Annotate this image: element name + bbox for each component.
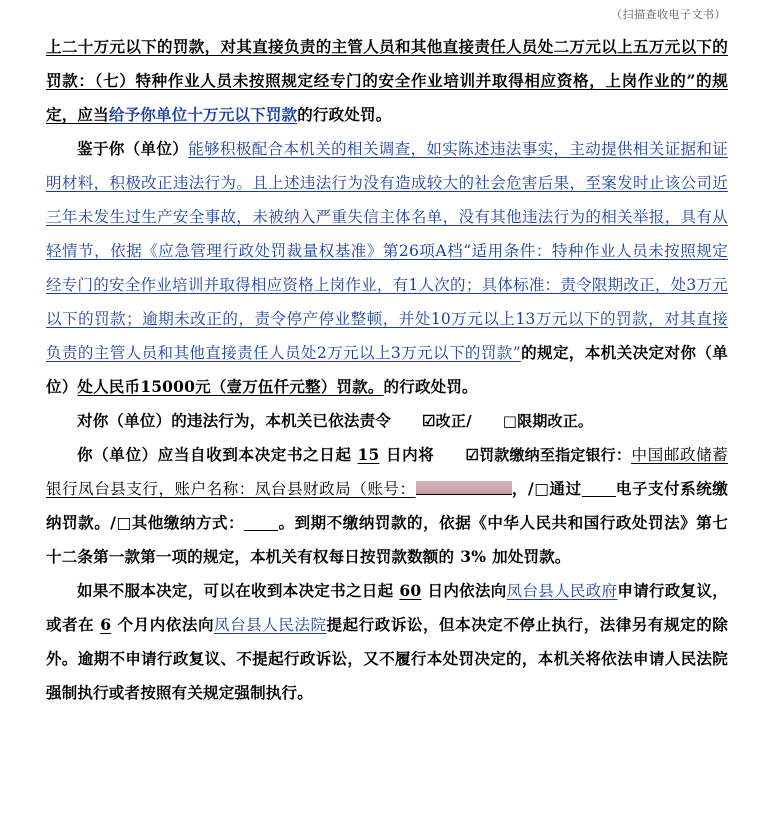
- paragraph-2-standard-detail: 第26项A档“适用条件：特种作业人员未按照规定经专门的安全作业培训并取得相应资格上岗作业，有1人次的；具体标准：责令限期改正，处3万元以下的罚款；逾期未改正的，责令停产停业整顿，并处10万元以上13万元以下的罚款，对其直接负责的主管人员和其他直接责任人员处2万元以上3万元以下的罚款”: [46, 242, 728, 362]
- paragraph-2-mitigation: 能够积极配合本机关的相关调查，如实陈述违法事实，主动提供相关证据和证明材料，积极改正违法行为。且上述违法行为没有造成较大的社会危害后果，至案发时止该公司近三年未发生过生产安全事故，未被纳入严重失信主体名单，没有其他违法行为的相关举报，具有从轻情节，依据: [46, 140, 728, 260]
- paragraph-5-t2: 日内依法向: [427, 581, 507, 600]
- paragraph-4: [46, 438, 728, 574]
- paragraph-4-t1: 你（单位）应当自收到本决定书之日起: [77, 445, 352, 464]
- paragraph-4-t6: 。到期不缴纳罚款的，依据《中华人民共和国行政处罚法》第七十二条第一款第一项的规定，本机关有权每日按罚款数额的: [46, 513, 728, 566]
- review-authority: 凤台县人民政府: [506, 582, 618, 600]
- checkbox-correct[interactable]: ☑改正/: [422, 412, 472, 430]
- paragraph-4-t5: 电子支付系统缴纳罚款。/□其他缴纳方式：: [46, 479, 729, 532]
- payment-days: 15: [357, 445, 380, 464]
- paragraph-1: [46, 30, 728, 132]
- litigation-months: 6: [100, 615, 112, 634]
- paragraph-2: [46, 132, 728, 404]
- paragraph-3: [46, 404, 728, 438]
- paragraph-4-t7: 加处罚款。: [492, 547, 571, 566]
- paragraph-5-t4: 个月内依法向: [117, 615, 215, 634]
- account-number-redacted: [416, 481, 512, 495]
- paragraph-3-text: 对你（单位）的违法行为，本机关已依法责令: [77, 411, 392, 430]
- other-payment-blank[interactable]: [244, 515, 278, 531]
- paragraph-1-penalty: 给予你单位十万元以下罚款: [108, 105, 298, 124]
- paragraph-2-lead: 鉴于你（单位）: [77, 139, 189, 158]
- paragraph-2-tail2: 的行政处罚。: [383, 377, 478, 396]
- paragraph-2-amount: 处人民币15000元（壹万伍仟元整）罚款。: [77, 377, 384, 396]
- payment-system-blank[interactable]: [582, 481, 616, 497]
- paragraph-2-standard-name: 《应急管理行政处罚裁量权基准》: [142, 242, 383, 260]
- review-days: 60: [399, 581, 422, 600]
- document-body: [46, 0, 728, 710]
- paragraph-5-t1: 如果不服本决定，可以在收到本决定书之日起: [77, 581, 394, 600]
- paragraph-5: [46, 574, 728, 710]
- paragraph-1-seg1: 上二十万元以下的罚款，对其直接负责的主管人员和其他直接责任人员处二万元以上五万元以下的罚款：（七）特种作业人员未按照规定经专门的安全作业培训并取得相应资格，上岗作业的”的规定，应当: [46, 37, 728, 124]
- paragraph-1-seg3: 的行政处罚。: [297, 105, 392, 124]
- checkbox-deadline-correct[interactable]: □限期改正。: [502, 412, 594, 430]
- penalty-rate: 3%: [460, 547, 487, 566]
- paragraph-2-tail1: 的规定，本机关决定对你（单位）: [46, 343, 728, 396]
- scan-note: （扫描查收电子文书）: [611, 8, 726, 21]
- paragraph-5-t5: 提起行政诉讼，但本决定不停止执行，法律另有规定的除外。逾期不申请行政复议、不提起行政诉讼，又不履行本处罚决定的，本机关将依法申请人民法院强制执行或者按照有关规定强制执行。: [46, 615, 728, 702]
- paragraph-4-t4: ，/□通过: [511, 479, 582, 498]
- paragraph-4-t2: 日内将: [385, 445, 435, 464]
- bank-info: 中国邮政储蓄银行凤台县支行，账户名称：凤台县财政局（账号：: [46, 446, 728, 498]
- checkbox-pay-bank[interactable]: ☑罚款缴纳至指定银行：: [465, 446, 632, 464]
- court-name: 凤台县人民法院: [214, 616, 327, 634]
- paragraph-5-t3: 申请行政复议，或者在: [46, 581, 728, 634]
